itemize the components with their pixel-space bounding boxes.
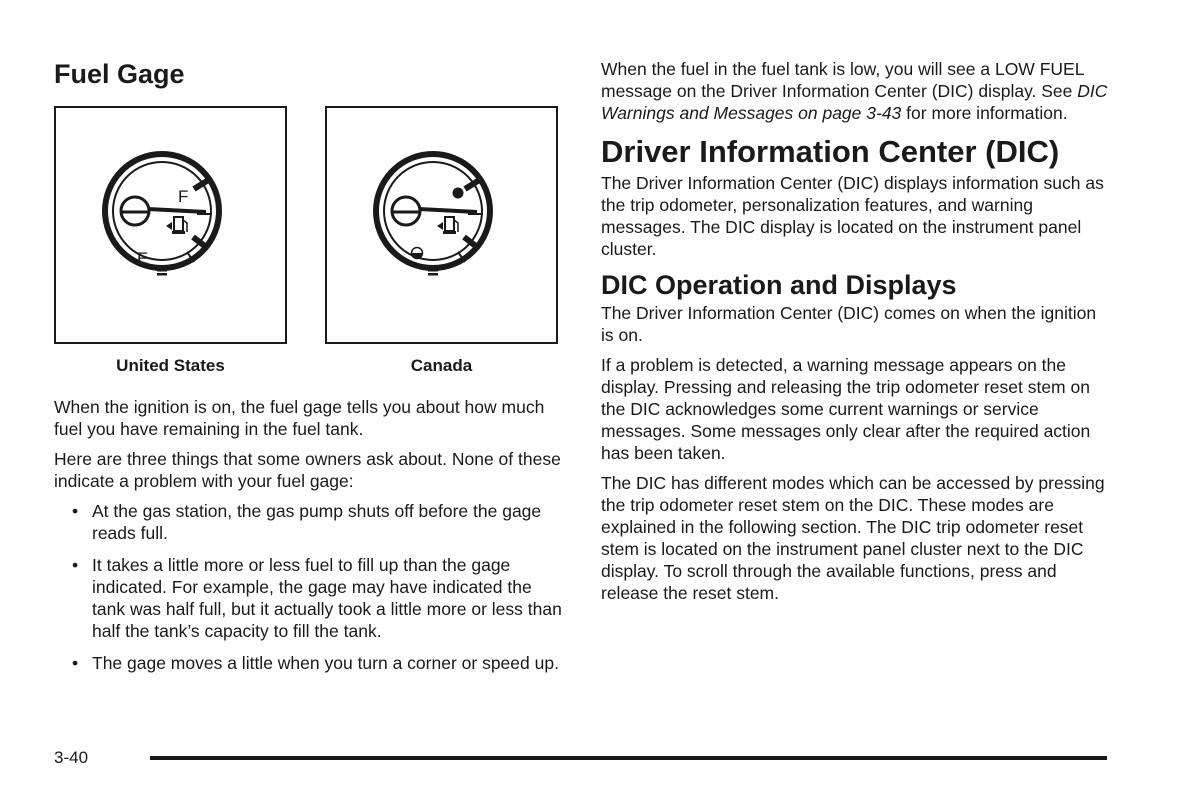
dic-operation-heading: DIC Operation and Displays: [601, 270, 957, 300]
fuel-gage-figures: [54, 106, 564, 396]
list-item-text: At the gas station, the gas pump shuts off before the gage reads full.: [92, 501, 542, 543]
full-symbol-icon: [453, 188, 464, 199]
dic-paragraph: The Driver Information Center (DIC) displays information such as the trip odometer, personalization features, and warning messages. The DIC display is located on the instrument panel cluster.: [601, 173, 1104, 259]
list-item-text: The gage moves a little when you turn a corner or speed up.: [92, 653, 559, 673]
dic-warnings-reference-link[interactable]: DIC Warnings and Messages on page 3-43: [601, 81, 1108, 123]
low-fuel-text: When the fuel in the fuel tank is low, you will see a LOW FUEL message on the Driver Information Center (DIC) display. See: [601, 59, 1084, 101]
full-mark-label: F: [178, 187, 189, 206]
footer-divider: [150, 756, 1107, 760]
dic-operation-paragraph-3: The DIC has different modes which can be accessed by pressing the trip odometer reset stem on the DIC. These modes are explained in the following section. The DIC trip odometer reset stem is located on the instrument panel cluster next to the DIC display. To scroll through the available functions, press and release the reset stem.: [601, 473, 1105, 603]
list-item: [72, 500, 564, 544]
page-number: 3-40: [54, 748, 89, 767]
list-item: [72, 554, 564, 642]
list-item: [72, 652, 564, 674]
empty-mark-label: E: [137, 249, 149, 268]
low-fuel-text-end: for more information.: [901, 103, 1068, 123]
fuel-gage-paragraph-1: When the ignition is on, the fuel gage tells you about how much fuel you have remaining in the fuel tank.: [54, 397, 545, 439]
bullet-icon: •: [72, 653, 79, 673]
fuel-gage-canada-figure: [325, 106, 558, 344]
fuel-gage-canada-dial-icon: [327, 108, 556, 342]
fuel-gage-heading: Fuel Gage: [54, 59, 185, 89]
list-item-text: It takes a little more or less fuel to fill up than the gage indicated. For example, the gage may have indicated the tank was half full, but it actually took a little more or less than half the tank’s capacity to fill the tank.: [92, 555, 562, 641]
dic-operation-paragraph-1: The Driver Information Center (DIC) comes on when the ignition is on.: [601, 303, 1097, 345]
bullet-icon: •: [72, 501, 79, 521]
owner-questions-list: [54, 500, 564, 674]
us-figure-caption: United States: [116, 356, 225, 375]
bullet-icon: •: [72, 555, 79, 575]
right-column: [601, 58, 1111, 612]
dic-operation-paragraph-2: If a problem is detected, a warning message appears on the display. Pressing and releasing the trip odometer reset stem on the DIC acknowledges some current warnings or service messages. Some messages only clear after the required action has been taken.: [601, 355, 1091, 463]
fuel-gage-us-figure: [54, 106, 287, 344]
dic-heading: Driver Information Center (DIC): [601, 134, 1060, 169]
left-column: [54, 56, 564, 684]
fuel-gage-paragraph-2: Here are three things that some owners ask about. None of these indicate a problem with your fuel gage:: [54, 449, 561, 491]
fuel-gage-us-dial-icon: [56, 108, 285, 342]
low-fuel-paragraph: [601, 58, 1111, 124]
canada-figure-caption: Canada: [410, 356, 473, 375]
